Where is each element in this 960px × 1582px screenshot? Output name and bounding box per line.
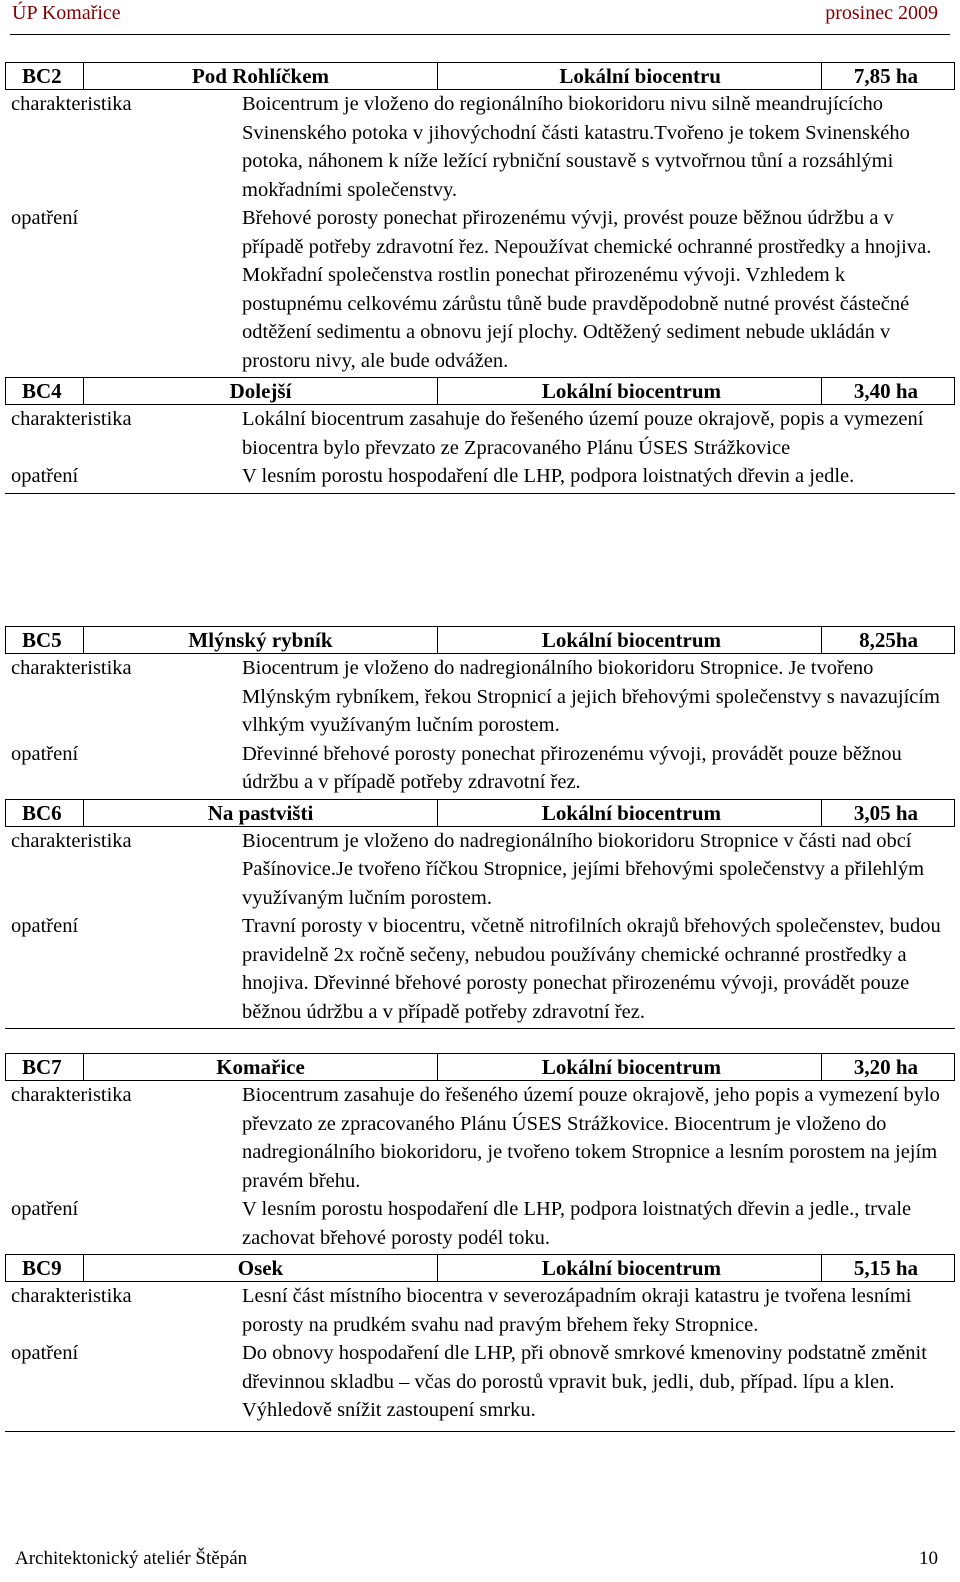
row-label: charakteristika: [11, 1084, 132, 1106]
row-text: Boicentrum je vloženo do regionálního biokoridoru nivu silně meandrujícícho Svinenského potoka v jihovýchodní části katastru.Tvořeno je tokem Svinenského potoka, náhonem k níže ležící rybniční soustavě s vytvořrnou tůní a rozsáhlými mokřadními společenstvy.: [242, 93, 910, 201]
section-code: BC5: [6, 627, 84, 653]
section-area: 3,40 ha: [853, 379, 918, 403]
row-text: Biocentrum zasahuje do řešeného území pouze okrajově, jeho popis a vymezení bylo převzato ze zpracovaného Plánu ÚSES Strážkovice. Biocentrum je vloženo do nadregionálního biokoridoru, je tvořeno tokem Stropnice a lesním porostem na jejím pravém břehu.: [242, 1084, 940, 1192]
section-title-row-bc5: [5, 626, 955, 654]
row-text: Lokální biocentrum zasahuje do řešeného území pouze okrajově, popis a vymezení biocentra bylo převzato ze Zpracovaného Plánu ÚSES Strážkovice: [242, 408, 924, 459]
row-text: Břehové porosty ponechat přirozenému vývji, provést pouze běžnou údržbu a v případě potřeby zdravotní řez. Nepoužívat chemické ochranné prostředky a hnojiva. Mokřadní společenstva rostlin ponechat přirozenému vývoji. Vzhledem k postupnému celkovému zárůstu tůně bude pravděpodobně nutné provést částečné odtěžení sedimentu a obnovu její plochy. Odtěžený sediment nebude ukládán v prostoru nivy, ale bude odvážen.: [242, 207, 932, 372]
section-area: 8,25ha: [859, 628, 918, 652]
section-area: 7,85 ha: [853, 64, 918, 88]
row-text: V lesním porostu hospodaření dle LHP, podpora loistnatých dřevin a jedle.: [242, 465, 855, 487]
row-label: opatření: [11, 915, 79, 937]
section-name: Komařice: [84, 1054, 438, 1080]
measures-row: [5, 204, 955, 375]
section-type: Lokální biocentrum: [438, 1054, 822, 1080]
row-label: charakteristika: [11, 408, 132, 430]
row-label: opatření: [11, 1198, 79, 1220]
running-header-title: ÚP Komařice: [12, 2, 121, 24]
row-text: Dřevinné břehové porosty ponechat přirozenému vývoji, provádět pouze běžnou údržbu a v případě potřeby zdravotní řez.: [242, 742, 902, 793]
section-code: BC7: [6, 1054, 84, 1080]
section-type: Lokální biocentrum: [438, 800, 822, 826]
section-type: Lokální biocentrum: [438, 378, 822, 404]
row-label: charakteristika: [11, 829, 132, 852]
characteristic-row: [5, 1081, 955, 1195]
section-area: 3,05 ha: [853, 800, 918, 825]
section-name: Na pastvišti: [84, 800, 438, 826]
row-label: opatření: [11, 742, 79, 765]
section-name: Mlýnský rybník: [84, 627, 438, 653]
measures-row: [5, 912, 955, 1026]
section-title-row-bc2: [5, 62, 955, 90]
page-number: 10: [919, 1548, 938, 1569]
section-code: BC2: [6, 63, 84, 89]
row-label: opatření: [11, 1342, 79, 1364]
section-title-row-bc9: [5, 1254, 955, 1282]
biocentre-table-2: [5, 626, 955, 1029]
section-type: Lokální biocentrum: [438, 627, 822, 653]
section-title-row-bc4: [5, 377, 955, 405]
row-text: Lesní část místního biocentra v severozápadním okraji katastru je tvořena lesními porosty na prudkém svahu nad pravým břehem řeky Stropnice.: [242, 1285, 912, 1336]
section-type: Lokální biocentrum: [438, 1255, 822, 1281]
section-title-row-bc7: [5, 1053, 955, 1081]
section-code: BC9: [6, 1255, 84, 1281]
row-text: Travní porosty v biocentru, včetně nitrofilních okrajů břehových společenstev, budou pravidelně 2x ročně sečeny, nebudou používány chemické ochranné prostředky a hnojiva. Dřevinné břehové porosty ponechat přirozenému vývoji, provádět pouze běžnou údržbu a v případě potřeby zdravotní řez.: [242, 915, 941, 1023]
section-code: BC6: [6, 800, 84, 826]
section-code: BC4: [6, 378, 84, 404]
section-title-row-bc6: [5, 799, 955, 827]
section-name: Osek: [84, 1255, 438, 1281]
biocentre-table-3: [5, 1053, 955, 1432]
row-text: Do obnovy hospodaření dle LHP, při obnově smrkové kmenoviny podstatně změnit dřevinnou skladbu – včas do porostů vpravit buk, jedli, dub, případ. lípu a klen. Výhledově snížit zastoupení smrku.: [242, 1342, 927, 1421]
characteristic-row: [5, 90, 955, 204]
section-name: Dolejší: [84, 378, 438, 404]
row-label: charakteristika: [11, 93, 132, 115]
section-area: 5,15 ha: [853, 1256, 918, 1280]
footer-author: Architektonický ateliér Štěpán: [15, 1548, 248, 1569]
characteristic-row: [5, 405, 955, 462]
measures-row: [5, 462, 955, 491]
section-type: Lokální biocentru: [438, 63, 822, 89]
characteristic-row: [5, 654, 955, 740]
header-rule: [10, 34, 950, 35]
row-text: Biocentrum je vloženo do nadregionálního biokoridoru Stropnice. Je tvořeno Mlýnským rybníkem, řekou Stropnicí a jejich břehovými společenstvy s navazujícím vlhkým využívaným lučním porostem.: [242, 657, 941, 736]
running-header-date: prosinec 2009: [825, 2, 938, 24]
row-text: Biocentrum je vloženo do nadregionálního biokoridoru Stropnice v části nad obcí Pašínovice.Je tvořeno říčkou Stropnice, jejími břehovými společenstvy a přilehlým využívaným lučním porostem.: [242, 829, 925, 909]
measures-row: [5, 1339, 955, 1425]
measures-row: [5, 740, 955, 797]
section-area: 3,20 ha: [853, 1055, 918, 1079]
row-label: charakteristika: [11, 657, 132, 679]
characteristic-row: [5, 827, 955, 913]
section-name: Pod Rohlíčkem: [84, 63, 438, 89]
row-label: charakteristika: [11, 1285, 132, 1307]
row-label: opatření: [11, 465, 79, 487]
biocentre-table-1: [5, 62, 955, 494]
row-text: V lesním porostu hospodaření dle LHP, podpora loistnatých dřevin a jedle., trvale zachovat břehové porosty podél toku.: [242, 1198, 912, 1249]
measures-row: [5, 1195, 955, 1252]
row-label: opatření: [11, 207, 79, 229]
characteristic-row: [5, 1282, 955, 1339]
